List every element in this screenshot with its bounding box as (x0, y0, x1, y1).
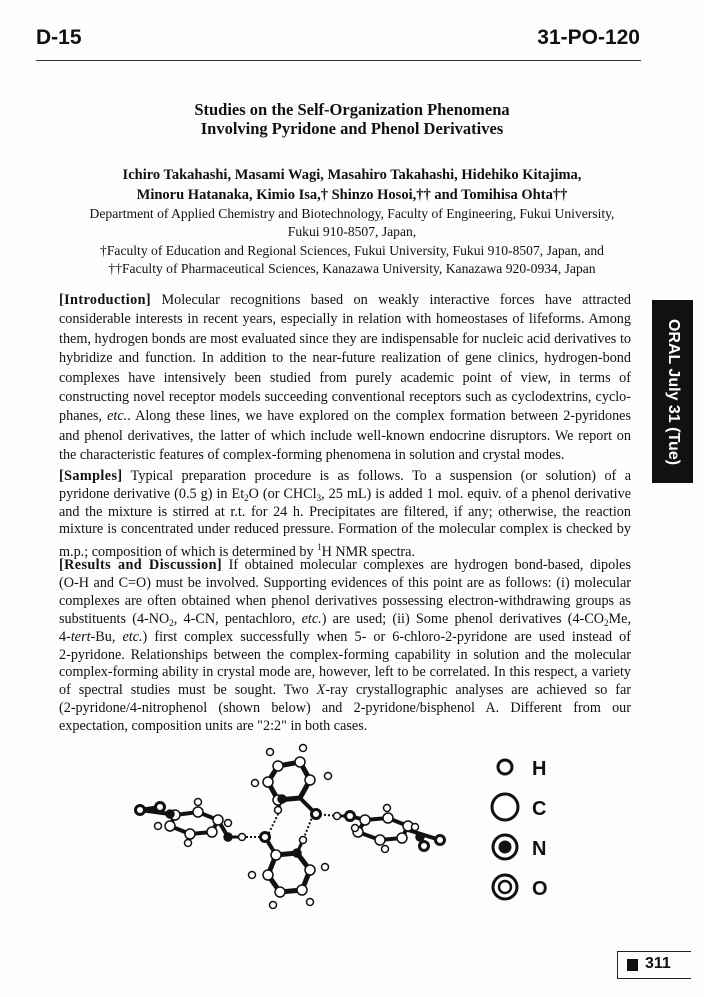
text-run: X (316, 682, 326, 699)
text-run: mixture is concentrated under reduced pressure. Formation of the molecular complex is checked by (59, 521, 631, 538)
text-run: complexes are often obtained when phenol derivatives possessing electron-withdrawing groups as (59, 592, 631, 609)
text-run: ) are used; (ii) Some phenol derivatives (4-CO (321, 610, 605, 627)
text-line (59, 291, 631, 310)
text-run: etc. (107, 408, 128, 425)
text-run: -Bu, (90, 628, 123, 645)
session-side-tab (652, 300, 693, 483)
legend-item-n (493, 835, 546, 860)
text-run: constructing novel receptor models succeeding conventional receptors such as cyclodextrins, cyclo- (59, 389, 631, 405)
text-run: considerable interests in recent years, especially in relation with homeostases of lifeforms. Among (59, 311, 631, 328)
legend-label: C (532, 798, 547, 820)
author-list (0, 165, 704, 205)
text-line (59, 310, 631, 329)
text-run: Me, (608, 610, 631, 627)
text-run: hybridize and function. In addition to the near-future realization of gene clinics, hydrogen-bond (59, 350, 631, 367)
text-run: (O-H and C=O) must be involved. Supporting evidences of this point are as follows: (i) molecular (59, 574, 631, 591)
crystal-structure-figure (100, 740, 580, 920)
text-run: phanes, (59, 408, 108, 425)
page-number-box (617, 951, 691, 979)
atoms (136, 745, 445, 909)
text-line (59, 718, 631, 736)
text-run: Typical preparation procedure is as follows. To a suspension (or solution) of a (122, 468, 631, 484)
text-run: etc. (122, 628, 143, 645)
title-line: Involving Pyridone and Phenol Derivatives (200, 119, 504, 138)
text-run: 2 (169, 617, 174, 628)
text-run: tert (70, 628, 91, 645)
atom-legend (492, 758, 548, 900)
legend-label: O (532, 878, 548, 900)
text-run: 2 (604, 617, 609, 628)
text-run: complexes have intensively been studied from purely academic point of view, in terms of (59, 369, 631, 386)
text-line (59, 407, 631, 426)
text-run: (2-pyridone/4-nitrophenol (shown below) and 2-pyridone/bisphenol A. Different from our (59, 700, 631, 717)
text-run: the characteristic features of complex-forming phenomena in solution and crystal modes. (59, 447, 565, 464)
legend-label: N (532, 838, 547, 860)
text-line (59, 664, 631, 682)
molecule-drawing (140, 762, 440, 892)
text-line (59, 682, 631, 700)
square-bullet-icon (627, 959, 638, 971)
text-line (59, 349, 631, 368)
text-run: H NMR spectra. (321, 544, 415, 561)
paper-title (0, 100, 704, 138)
text-run: If obtained molecular complexes are hydrogen bond-based, dipoles (222, 557, 632, 573)
hydrogen-bonds (242, 810, 337, 840)
text-line (59, 593, 631, 611)
text-run: Molecular recognitions based on weakly interactive forces have attracted (151, 292, 631, 308)
page-number: 311 (645, 955, 671, 972)
hydrogen-atom-icon (498, 760, 512, 774)
text-run: them, hydrogen bonds are most evaluated since they are indispensable for nucleic acid derivatives to (59, 330, 631, 347)
author-line: Minoru Hatanaka, Kimio Isa,† Shinzo Hosoi,†† and Tomihisa Ohta†† (136, 187, 568, 203)
abstract-number: 31-PO-120 (537, 26, 640, 49)
text-run: 4- (59, 628, 71, 645)
affiliation-line: Fukui 910-8507, Japan, (287, 224, 417, 240)
title-line: Studies on the Self-Organization Phenomena (194, 100, 510, 119)
text-line (59, 468, 631, 486)
text-run: 3 (316, 492, 322, 503)
text-run: etc. (301, 610, 322, 627)
text-run: , 25 mL) is added 1 mol. equiv. of a phenol derivative (321, 485, 632, 502)
text-line (59, 700, 631, 718)
text-line (59, 647, 631, 665)
text-run: expectation, composition units are "2:2" in both cases. (59, 718, 368, 735)
session-code: D-15 (36, 26, 82, 49)
text-line (59, 575, 631, 593)
text-run: -ray crystallographic analyses are achieved so far (325, 682, 632, 699)
text-run: m.p.; composition of which is determined by (59, 544, 318, 561)
text-line (59, 629, 631, 647)
section-heading: [Results and Discussion] (59, 557, 223, 573)
text-line (59, 557, 631, 575)
text-run: 1 (317, 542, 322, 553)
text-run: and the mixture is stirred at r.t. for 24 h. Precipitates are filtered, if any; otherwise, the reaction (59, 503, 631, 520)
legend-item-c (492, 794, 546, 820)
text-line (59, 427, 631, 446)
text-run: substituents (4-NO (59, 610, 170, 627)
author-line: Ichiro Takahashi, Masami Wagi, Masahiro Takahashi, Hidehiko Kitajima, (122, 167, 582, 183)
text-run: 2-pyridone. Relationships between the complex-forming capability in solution and the molecular (59, 646, 631, 663)
legend-item-h (498, 758, 546, 780)
text-run: . Along these lines, we have explored on the complex formation between 2-pyridones (127, 408, 631, 425)
affiliation-line: ††Faculty of Pharmaceutical Sciences, Kanazawa University, Kanazawa 920-0934, Japan (108, 260, 596, 276)
text-line (59, 330, 631, 349)
carbon-atom-icon (492, 794, 518, 820)
text-line (59, 388, 631, 407)
text-run: complex-forming ability in crystal mode are, however, left to be correlated. In this respect, a variety (59, 664, 631, 681)
text-run: ) first complex successfully when 5- or 6-chloro-2-pyridone are used instead of (142, 628, 632, 645)
text-run: 2 (244, 492, 249, 503)
section-heading: [Introduction] (59, 292, 152, 308)
header-rule (36, 60, 641, 61)
side-tab-label: ORAL July 31 (Tue) (664, 318, 682, 465)
text-run: pyridone derivative (0.5 g) in Et (59, 485, 245, 502)
affiliation-line: Department of Applied Chemistry and Biotechnology, Faculty of Engineering, Fukui University, (89, 206, 615, 221)
text-line (59, 504, 631, 522)
text-line (59, 521, 631, 539)
affiliation-line: †Faculty of Education and Regional Sciences, Fukui University, Fukui 910-8507, Japan, and (100, 242, 604, 258)
legend-label: H (532, 758, 547, 780)
legend-item-o (493, 875, 548, 900)
section-heading: [Samples] (59, 468, 123, 484)
text-run: , 4-CN, pentachloro, (173, 610, 302, 627)
text-run: and phenol derivatives, the latter of which include well-known endocrine disruptors. We report on (59, 427, 631, 444)
affiliations (0, 205, 704, 278)
text-line (59, 369, 631, 388)
text-run: O (or CHCl (248, 485, 317, 502)
text-run: of spectral studies must be sought. Two (59, 682, 317, 699)
text-line (59, 446, 631, 465)
